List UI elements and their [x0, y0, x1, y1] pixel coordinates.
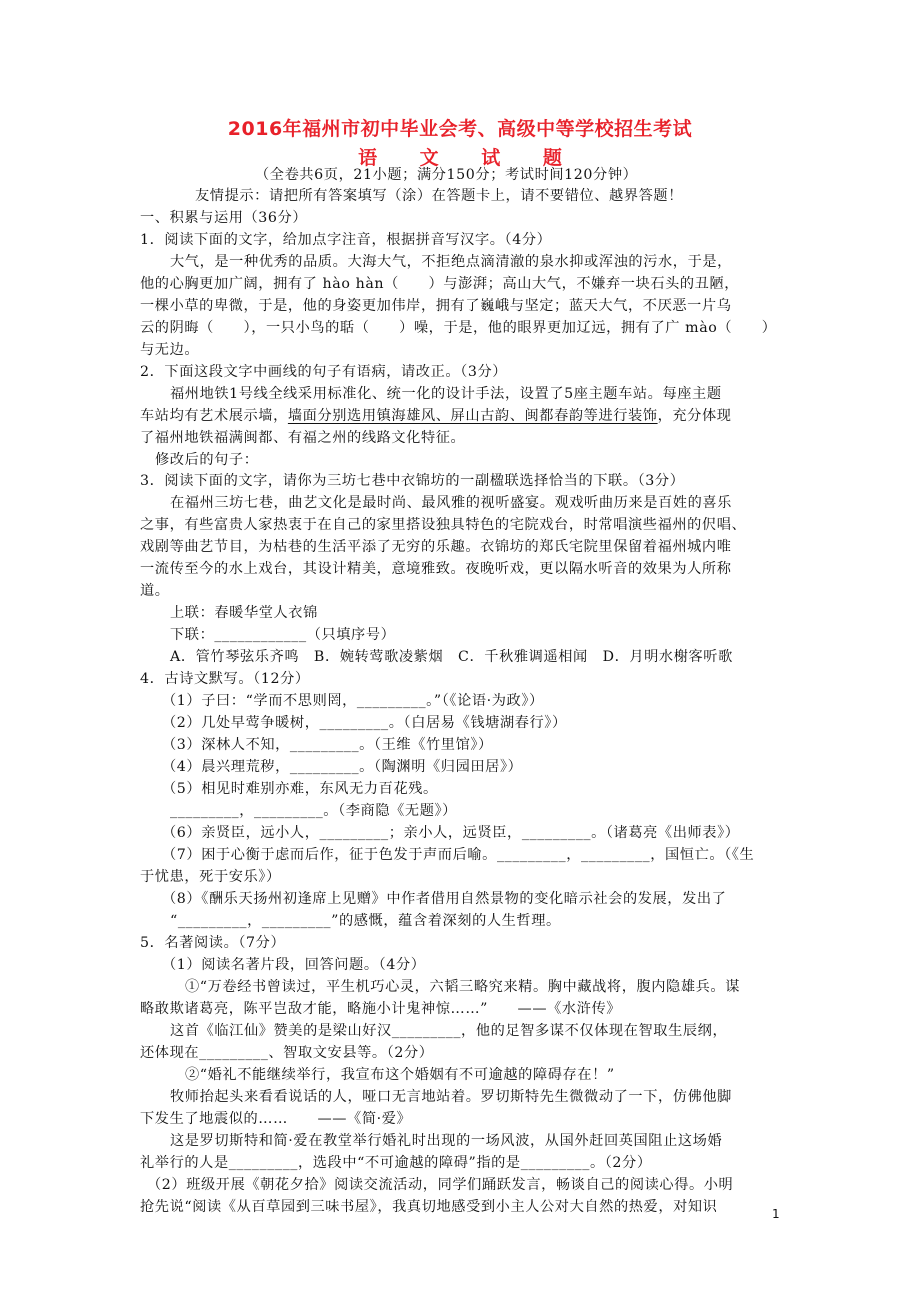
text-line: （1）阅读名著片段，回答问题。（4分）: [162, 957, 426, 973]
text-line: 1．阅读下面的文字，给加点字注音，根据拼音写汉字。（4分）: [140, 232, 552, 248]
text-line: ②“婚礼不能继续举行，我宣布这个婚姻有不可逾越的障碍存在！”: [185, 1067, 615, 1083]
text-line: 礼举行的人是_________，选段中“不可逾越的障碍”指的是_________。（2分）: [140, 1155, 652, 1171]
text-line: 一、积累与运用（36分）: [140, 210, 308, 226]
text-line: 一流传至今的水上戏台，其设计精美，意境雅致。夜晚听戏，更以隔水听音的效果为人所称: [140, 561, 732, 577]
text-line: （2）几处早莺争暖树，_________。（白居易《钱塘湖春行》）: [162, 715, 567, 731]
underlined-sentence: 墙面分别选用镇海雄风、屏山古韵、闽都春韵等进行装饰: [287, 408, 658, 424]
text-line: 这是罗切斯特和简·爱在教堂举行婚礼时出现的一场风波，从国外赶回英国阻止这场婚: [170, 1133, 723, 1149]
exam-subtitle: 语 文 试 题: [358, 147, 580, 169]
text-line: 牧师抬起头来看看说话的人，哑口无言地站着。罗切斯特先生微微动了一下，仿佛他脚: [170, 1089, 732, 1105]
text-line: 与无边。: [140, 342, 200, 358]
text-line: 2．下面这段文字中画线的句子有语病，请改正。（3分）: [140, 364, 508, 380]
text-line: （1）子曰：“学而不思则罔，_________。”（《论语·为政》）: [162, 693, 544, 709]
text-line: （4）晨兴理荒秽，_________。（陶渊明《归园田居》）: [162, 759, 523, 775]
text-line: [140, 406, 732, 427]
text-line: （7）困于心衡于虑而后作，征于色发于声而后喻。_________，_________，国恒亡。（《生: [162, 847, 755, 863]
text-line: 下联：____________（只填序号）: [170, 627, 396, 643]
text-line: ①“万卷经书曾读过，平生机巧心灵，六韬三略究来精。胸中藏战将，腹内隐雄兵。谋: [185, 979, 740, 995]
text-line: 了福州地铁福满闽都、有福之州的线路文化特征。: [140, 430, 466, 446]
text-line: 下发生了地震似的…… ——《简·爱》: [140, 1111, 412, 1127]
text-line: 3．阅读下面的文字，请你为三坊七巷中衣锦坊的一副楹联选择恰当的下联。（3分）: [140, 473, 685, 489]
text-line: 大气，是一种优秀的品质。大海大气，不拒绝点滴清澈的泉水抑或浑浊的污水，于是，: [170, 254, 732, 270]
text-line: 他的心胸更加广阔，拥有了 hào hàn（ ）与澎湃；高山大气，不嫌弃一块石头的丑陋，: [140, 276, 740, 292]
text-line: 云的阴晦（ ），一只小鸟的聒（ ）噪，于是，他的眼界更加辽远，拥有了广 mào（ ）: [140, 320, 777, 336]
text-line: 修改后的句子：: [155, 452, 259, 468]
text-segment: 车站均有艺术展示墙，: [140, 408, 288, 424]
text-segment: ，充分体现: [657, 408, 732, 424]
text-line: 还体现在_________、智取文安县等。（2分）: [140, 1045, 434, 1061]
text-line: “_________，_________”的感慨，蕴含着深刻的人生哲理。: [170, 913, 561, 929]
text-line: 友情提示：请把所有答案填写（涂）在答题卡上，请不要错位、越界答题！: [195, 188, 683, 204]
text-line: A．管竹琴弦乐齐鸣 B．婉转莺歌凌紫烟 C．千秋雅调遥相闻 D．月明水榭客听歌: [170, 649, 733, 665]
text-line: 上联：春暖华堂人衣锦: [170, 605, 318, 621]
text-line: （6）亲贤臣，远小人，_________；亲小人，远贤臣，_________。（诸葛亮《出师表》）: [162, 825, 740, 841]
text-line: 之事，有些富贵人家热衷于在自己的家里搭设独具特色的宅院戏台，时常唱演些福州的伬唱、: [140, 517, 747, 533]
text-line: 于忧患，死于安乐》）: [140, 869, 281, 885]
text-line: （5）相见时难别亦难，东风无力百花残。: [162, 781, 438, 797]
text-line: 这首《临江仙》赞美的是梁山好汉_________，他的足智多谋不仅体现在智取生辰纲，: [170, 1023, 728, 1039]
text-line: 戏剧等曲艺节目，为枯巷的生活平添了无穷的乐趣。衣锦坊的郑氏宅院里保留着福州城内唯: [140, 539, 732, 555]
exam-title: 2016年福州市初中毕业会考、高级中等学校招生考试: [227, 118, 693, 140]
page-number: 1: [772, 1207, 780, 1221]
text-line: _________，_________。（李商隐《无题》）: [170, 803, 457, 819]
text-line: 在福州三坊七巷，曲艺文化是最时尚、最风雅的视听盛宴。观戏听曲历来是百姓的喜乐: [170, 495, 732, 511]
text-line: 略敢欺诸葛亮，陈平岂敌才能，略施小计鬼神惊……” ——《水浒传》: [140, 1001, 622, 1017]
text-line: 道。: [140, 583, 170, 599]
text-line: 福州地铁1号线全线采用标准化、统一化的设计手法，设置了5座主题车站。每座主题: [170, 386, 722, 402]
text-line: （2）班级开展《朝花夕拾》阅读交流活动，同学们踊跃发言，畅谈自己的阅读心得。小明: [147, 1177, 734, 1193]
text-line: 5．名著阅读。（7分）: [140, 935, 286, 951]
text-line: （8）《酬乐天扬州初逢席上见赠》中作者借用自然景物的变化暗示社会的发展，发出了: [162, 891, 727, 907]
text-line: 抢先说“阅读《从百草园到三味书屋》，我真切地感受到小主人公对大自然的热爱，对知识: [140, 1199, 718, 1215]
text-line: 4．古诗文默写。（12分）: [140, 671, 310, 687]
text-line: （全卷共6页，21小题；满分150分；考试时间120分钟）: [255, 167, 638, 183]
text-line: （3）深林人不知，_________。（王维《竹里馆》）: [162, 737, 493, 753]
text-line: 一棵小草的卑微，于是，他的身姿更加伟岸，拥有了巍峨与坚定；蓝天大气，不厌恶一片乌: [140, 298, 732, 314]
